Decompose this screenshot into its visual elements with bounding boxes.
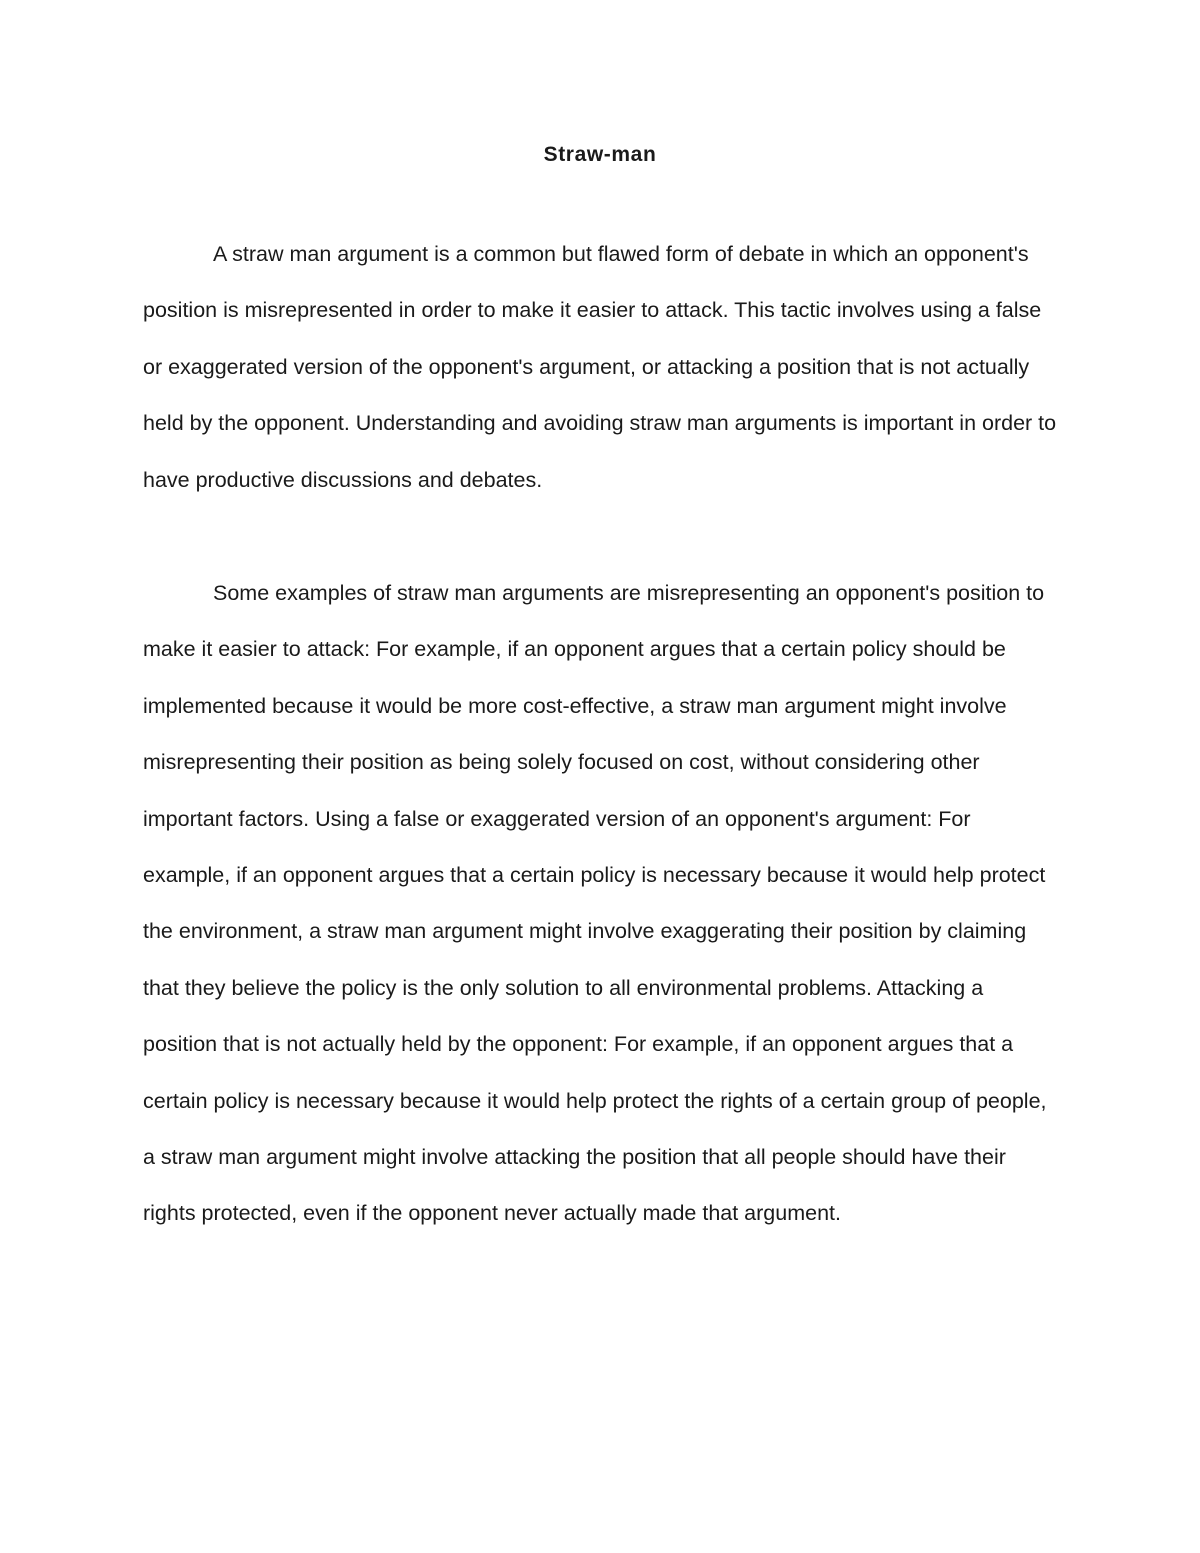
document-title: Straw-man [543, 143, 657, 166]
paragraph-2-block [143, 565, 1061, 1242]
paragraph: A straw man argument is a common but flawed form of debate in which an opponent's position is misrepresented in order to make it easier to attack. This tactic involves using a false or exaggerated version of the opponent's argument, or attacking a position that is not actually held by the opponent. Understanding and avoiding straw man arguments is important in order to have productive discussions and debates. [143, 242, 1057, 492]
paragraph-1-block [143, 226, 1061, 508]
paragraph: Some examples of straw man arguments are misrepresenting an opponent's position to make it easier to attack: For example, if an opponent argues that a certain policy should be implemented because it would be more cost-effective, a straw man argument might involve misrepresenting their position as being solely focused on cost, without considering other important factors. Using a false or exaggerated version of an opponent's argument: For example, if an opponent argues that a certain policy is necessary because it would help protect the environment, a straw man argument might involve exaggerating their position by claiming that they believe the policy is the only solution to all environmental problems. Attacking a position that is not actually held by the opponent: For example, if an opponent argues that a certain policy is necessary because it would help protect the rights of a certain group of people, a straw man argument might involve attacking the position that all people should have their rights protected, even if the opponent never actually made that argument. [143, 581, 1047, 1226]
